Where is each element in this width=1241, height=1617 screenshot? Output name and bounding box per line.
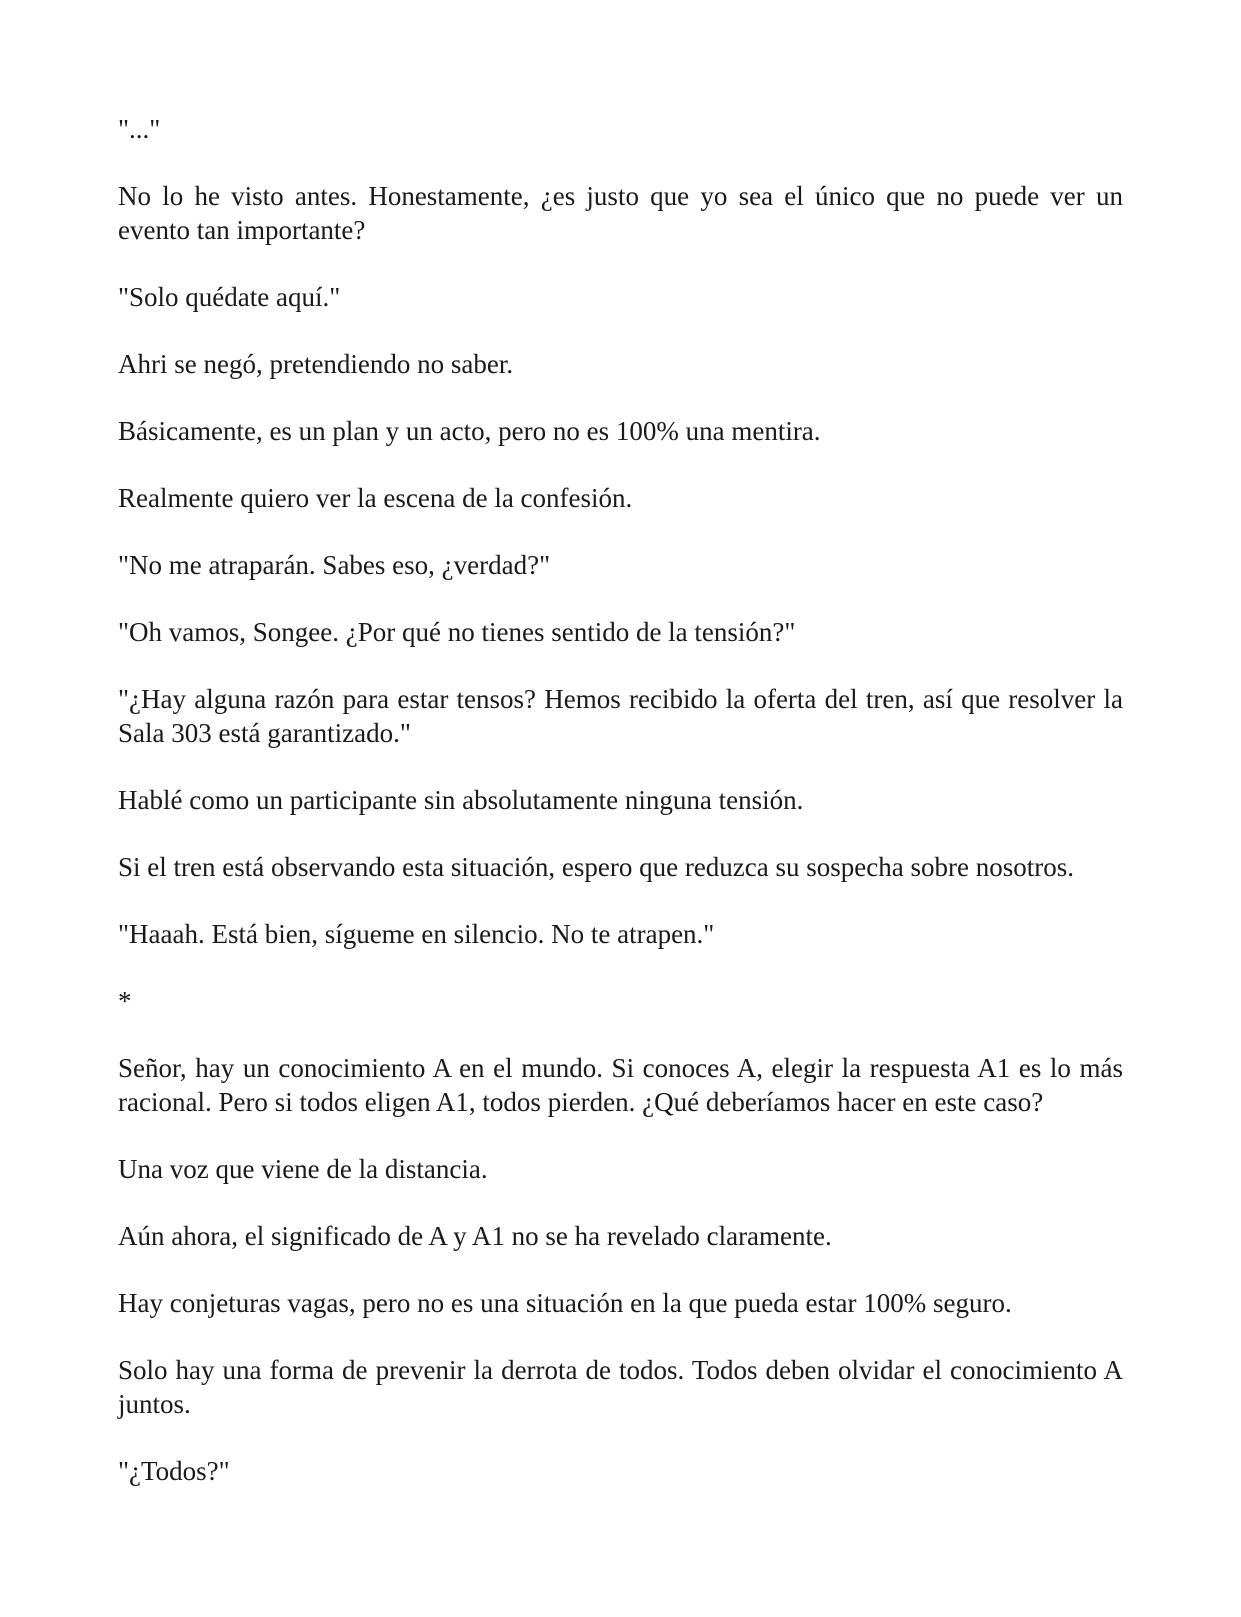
paragraph: Ahri se negó, pretendiendo no saber. — [118, 349, 514, 379]
paragraph: "Solo quédate aquí." — [118, 282, 341, 312]
paragraph: Realmente quiero ver la escena de la confesión. — [118, 483, 633, 513]
paragraph: Aún ahora, el significado de A y A1 no se ha revelado claramente. — [118, 1221, 832, 1251]
paragraph: Una voz que viene de la distancia. — [118, 1154, 488, 1184]
paragraph: "Oh vamos, Songee. ¿Por qué no tienes sentido de la tensión?" — [118, 617, 796, 647]
scene-break: * — [118, 986, 132, 1016]
paragraph: Señor, hay un conocimiento A en el mundo. Si conoces A, elegir la respuesta A1 es lo más racional. Pero si todos eligen A1, todos pierden. ¿Qué deberíamos hacer en este caso? — [118, 1053, 1123, 1117]
paragraph: "No me atraparán. Sabes eso, ¿verdad?" — [118, 550, 551, 580]
paragraph: "Haaah. Está bien, sígueme en silencio. No te atrapen." — [118, 919, 715, 949]
paragraph: No lo he visto antes. Honestamente, ¿es justo que yo sea el único que no puede ver un evento tan importante? — [118, 181, 1123, 245]
paragraph: Hablé como un participante sin absolutamente ninguna tensión. — [118, 785, 804, 815]
document-body — [118, 112, 1123, 1488]
paragraph: Si el tren está observando esta situación, espero que reduzca su sospecha sobre nosotros. — [118, 852, 1074, 882]
paragraph: Solo hay una forma de prevenir la derrota de todos. Todos deben olvidar el conocimiento A juntos. — [118, 1355, 1123, 1419]
paragraph: "¿Hay alguna razón para estar tensos? Hemos recibido la oferta del tren, así que resolver la Sala 303 está garantizado." — [118, 684, 1123, 748]
paragraph: "..." — [118, 114, 161, 144]
paragraph: "¿Todos?" — [118, 1456, 230, 1486]
paragraph: Básicamente, es un plan y un acto, pero no es 100% una mentira. — [118, 416, 821, 446]
paragraph: Hay conjeturas vagas, pero no es una situación en la que pueda estar 100% seguro. — [118, 1288, 1012, 1318]
